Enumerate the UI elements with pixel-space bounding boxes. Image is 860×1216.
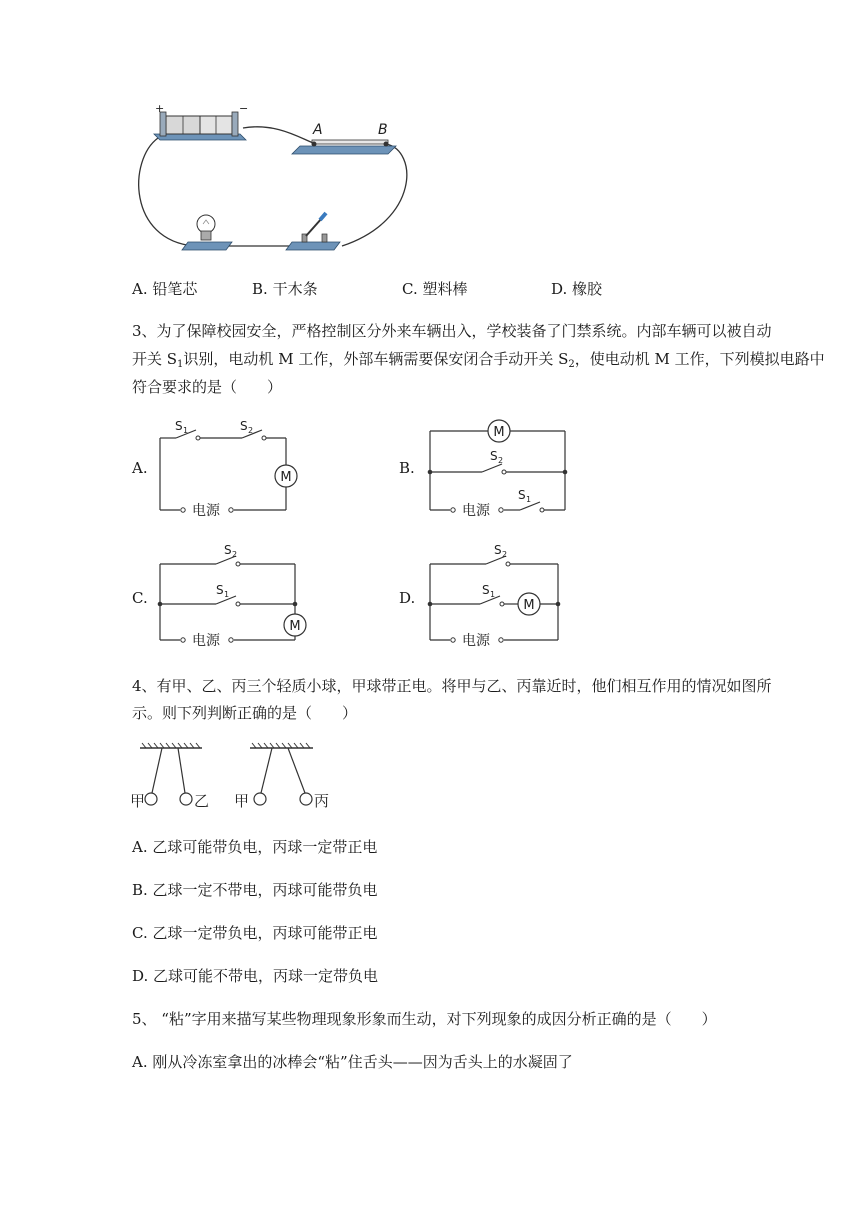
q4-pendulum-figure: [130, 740, 360, 812]
q4-option-a[interactable]: A. 乙球可能带负电，丙球一定带正电: [132, 838, 378, 856]
circuit-a-letter[interactable]: A.: [132, 459, 148, 477]
svg-text:S: S: [494, 543, 502, 557]
svg-text:S: S: [482, 583, 490, 597]
knife-switch-icon: [286, 213, 340, 250]
ball-bing-icon: [300, 793, 312, 805]
q3-stem-line2: 开关 $S_1$识别，电动机 M 工作，外部车辆需要保安闭合手动开关 $S_2$，使电动机 M 工作，下列模拟电路中: [132, 350, 825, 370]
svg-text:S: S: [490, 449, 498, 463]
power-terminal-icon: [451, 638, 455, 642]
ball-yi-icon: [180, 793, 192, 805]
q4-option-d[interactable]: D. 乙球可能不带电，丙球一定带负电: [132, 967, 379, 985]
battery-plus-label: +: [155, 102, 165, 115]
q3-stem-line1: 3、为了保障校园安全，严格控制区分外来车辆出入，学校装备了门禁系统。内部车辆可以被自动: [132, 322, 772, 340]
power-terminal-icon: [181, 638, 185, 642]
power-terminal-icon: [229, 638, 233, 642]
svg-text:M: M: [280, 470, 292, 485]
label-a: A: [313, 122, 323, 138]
svg-text:甲: 甲: [130, 792, 146, 810]
circuit-d-diagram: [420, 542, 580, 650]
label-b: B: [378, 122, 388, 138]
svg-text:丙: 丙: [314, 792, 330, 810]
svg-text:1: 1: [526, 495, 532, 504]
svg-text:2: 2: [502, 550, 508, 559]
svg-text:2: 2: [248, 426, 254, 435]
svg-text:S: S: [224, 543, 232, 557]
battery-icon: [154, 112, 246, 140]
ceiling-support-icon: [140, 743, 202, 748]
q5-option-a[interactable]: A. 刚从冷冻室拿出的冰棒会“粘”住舌头——因为舌头上的水凝固了: [132, 1053, 573, 1071]
svg-text:M: M: [493, 425, 505, 440]
svg-text:S: S: [518, 488, 526, 502]
wire-left: [139, 138, 194, 246]
circuit-c-letter[interactable]: C.: [132, 589, 148, 607]
power-label: 电源: [192, 633, 220, 649]
svg-text:S: S: [175, 419, 183, 433]
circuit-b-diagram: [420, 412, 580, 520]
svg-text:1: 1: [490, 590, 496, 599]
power-terminal-icon: [499, 638, 503, 642]
power-label: 电源: [462, 503, 490, 519]
power-terminal-icon: [451, 508, 455, 512]
power-terminal-icon: [181, 508, 185, 512]
svg-text:甲: 甲: [234, 792, 250, 810]
q4-option-c[interactable]: C. 乙球一定带负电，丙球可能带正电: [132, 924, 378, 942]
circuit-a-diagram: [150, 412, 310, 520]
wire-top: [243, 127, 316, 144]
circuit-d-letter[interactable]: D.: [399, 589, 416, 607]
bulb-icon: [182, 215, 232, 250]
svg-text:1: 1: [183, 426, 189, 435]
q3-stem-line3: 符合要求的是（ ）: [132, 378, 283, 396]
power-label: 电源: [462, 633, 490, 649]
q2-circuit-figure: [128, 100, 418, 265]
battery-minus-label: −: [239, 102, 249, 115]
q2-option-d[interactable]: D. 橡胶: [551, 280, 603, 298]
q5-stem: 5、 “粘”字用来描写某些物理现象形象而生动，对下列现象的成因分析正确的是（ ）: [132, 1010, 717, 1028]
q4-stem-line2: 示。则下列判断正确的是（ ）: [132, 704, 358, 722]
power-label: 电源: [192, 503, 220, 519]
q2-option-a[interactable]: A. 铅笔芯: [132, 280, 198, 298]
q4-stem-line1: 4、有甲、乙、丙三个轻质小球，甲球带正电。将甲与乙、丙靠近时，他们相互作用的情况如图所: [132, 677, 772, 695]
svg-text:S: S: [240, 419, 248, 433]
svg-text:S: S: [216, 583, 224, 597]
svg-text:M: M: [289, 619, 301, 634]
svg-text:M: M: [523, 598, 535, 613]
power-terminal-icon: [499, 508, 503, 512]
ball-jia-icon: [254, 793, 266, 805]
svg-text:2: 2: [232, 550, 238, 559]
svg-text:2: 2: [498, 456, 504, 465]
circuit-c-diagram: [150, 542, 310, 650]
circuit-b-letter[interactable]: B.: [399, 459, 415, 477]
ceiling-support-icon: [250, 743, 313, 748]
svg-text:1: 1: [224, 590, 230, 599]
svg-text:乙: 乙: [194, 792, 210, 810]
power-terminal-icon: [229, 508, 233, 512]
q4-option-b[interactable]: B. 乙球一定不带电，丙球可能带负电: [132, 881, 378, 899]
wire-right: [342, 144, 407, 246]
rod-ab-icon: [292, 140, 396, 154]
ball-jia-icon: [145, 793, 157, 805]
q2-option-c[interactable]: C. 塑料棒: [402, 280, 468, 298]
q2-option-b[interactable]: B. 干木条: [252, 280, 318, 298]
